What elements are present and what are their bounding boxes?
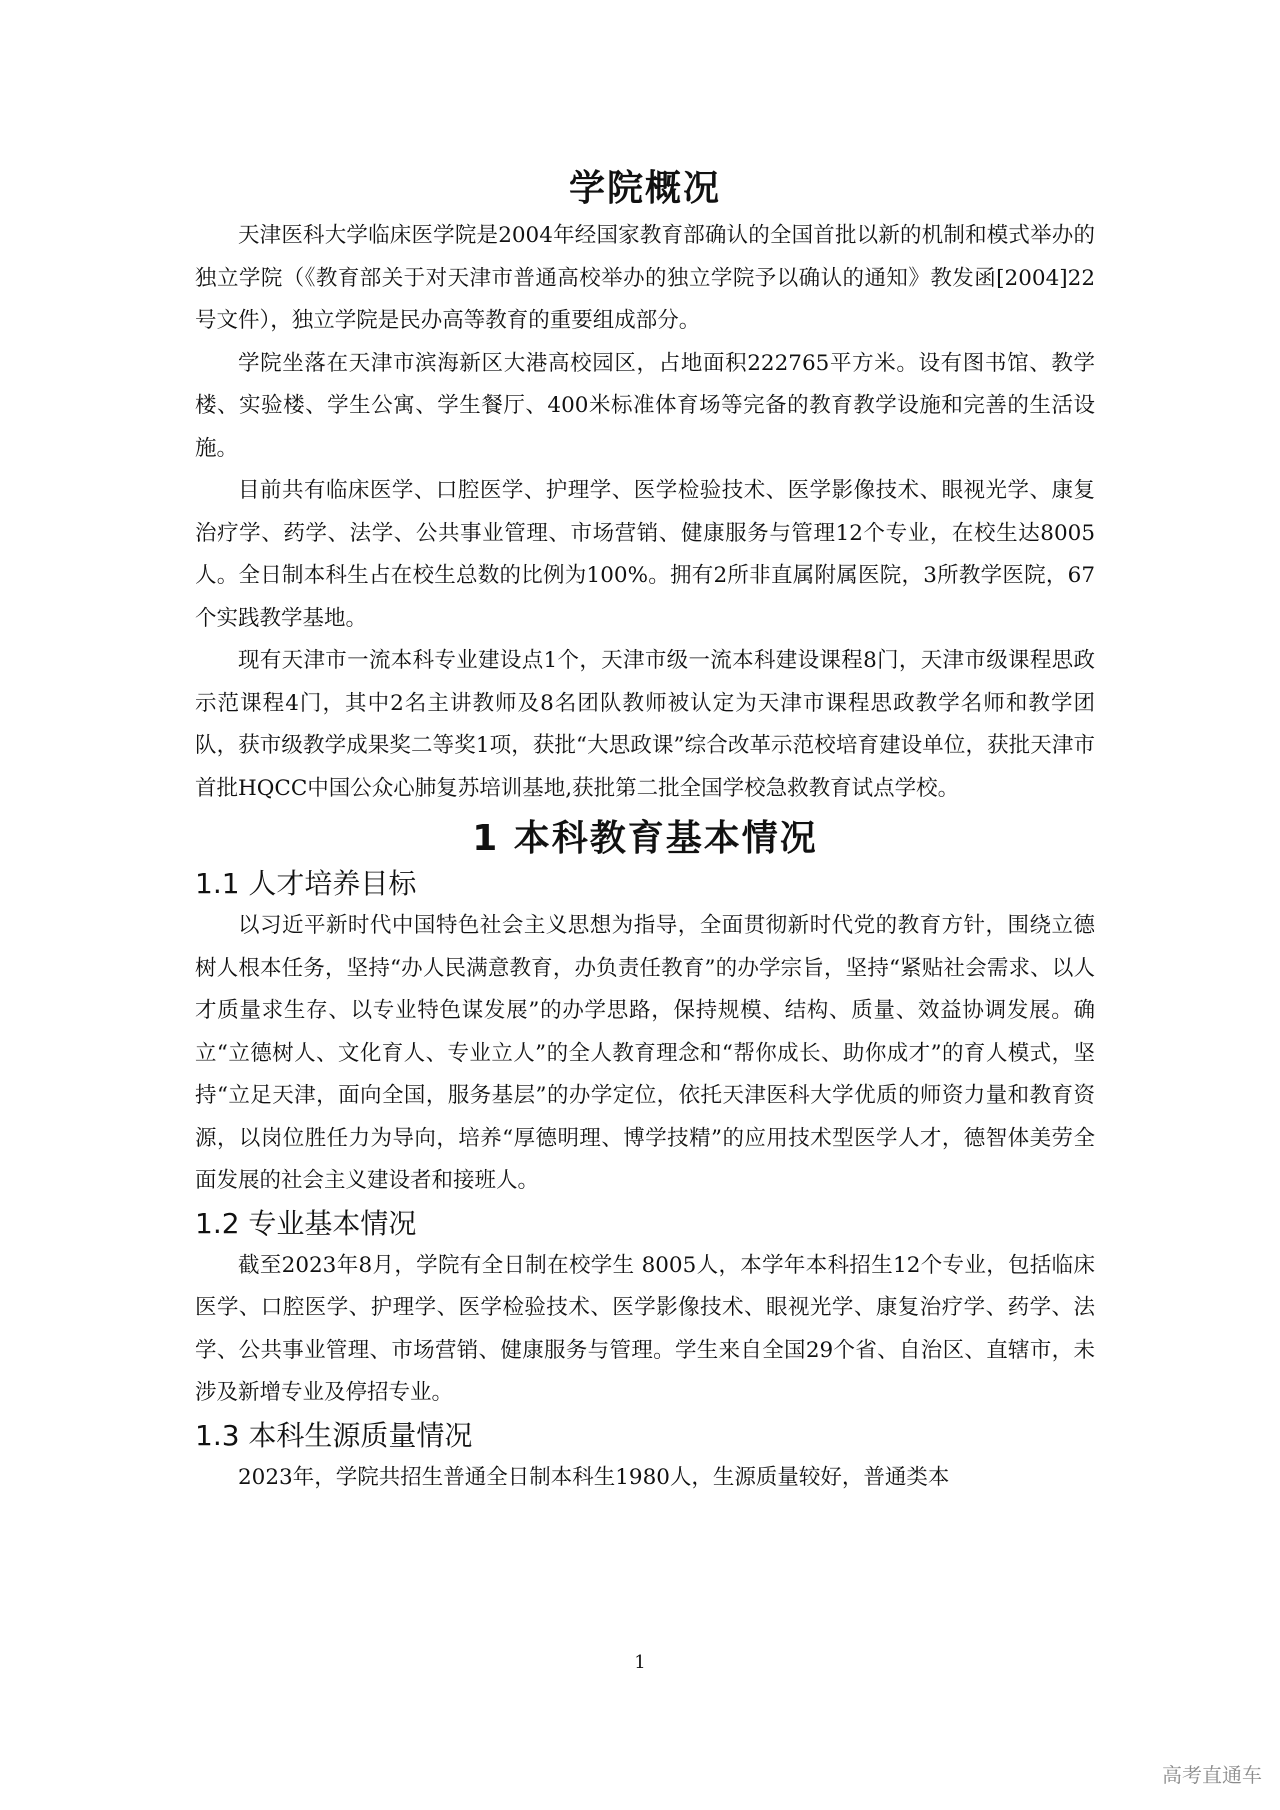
intro-paragraph-3: 目前共有临床医学、口腔医学、护理学、医学检验技术、医学影像技术、眼视光学、康复治疗学、药学、法学、公共事业管理、市场营销、健康服务与管理12个专业，在校生达8005人。全日制本科生占在校生总数的比例为100%。拥有2所非直属附属医院，3所教学医院，67个实践教学基地。: [195, 478, 1095, 631]
section-heading-1-2: 1.2 专业基本情况: [195, 1206, 417, 1240]
section-text-1-2: 截至2023年8月，学院有全日制在校学生 8005人，本学年本科招生12个专业，包括临床医学、口腔医学、护理学、医学检验技术、医学影像技术、眼视光学、康复治疗学、药学、法学、公共事业管理、市场营销、健康服务与管理。学生来自全国29个省、自治区、直辖市，未涉及新增专业及停招专业。: [195, 1252, 1095, 1405]
chapter-heading: 1 本科教育基本情况: [472, 818, 818, 859]
document-page: [195, 150, 1095, 1499]
section-text-1-1: 以习近平新时代中国特色社会主义思想为指导，全面贯彻新时代党的教育方针，围绕立德树人根本任务，坚持“办人民满意教育，办负责任教育”的办学宗旨，坚持“紧贴社会需求、以人才质量求生存、以专业特色谋发展”的办学思路，保持规模、结构、质量、效益协调发展。确立“立德树人、文化育人、专业立人”的全人教育理念和“帮你成长、助你成才”的育人模式，坚持“立足天津，面向全国，服务基层”的办学定位，依托天津医科大学优质的师资力量和教育资源，以岗位胜任力为导向，培养“厚德明理、博学技精”的应用技术型医学人才，德智体美劳全面发展的社会主义建设者和接班人。: [195, 913, 1095, 1193]
page-title: 学院概况: [568, 168, 721, 209]
watermark: 高考直通车: [1162, 1763, 1262, 1787]
page-number: 1: [634, 1652, 646, 1673]
intro-paragraph-2: 学院坐落在天津市滨海新区大港高校园区，占地面积222765平方米。设有图书馆、教学楼、实验楼、学生公寓、学生餐厅、400米标准体育场等完备的教育教学设施和完善的生活设施。: [195, 350, 1095, 461]
section-heading-1-3: 1.3 本科生源质量情况: [195, 1418, 473, 1452]
section-text-1-3: 2023年，学院共招生普通全日制本科生1980人，生源质量较好，普通类本: [238, 1464, 950, 1490]
section-heading-1-1: 1.1 人才培养目标: [195, 867, 417, 900]
intro-paragraph-1: 天津医科大学临床医学院是2004年经国家教育部确认的全国首批以新的机制和模式举办的独立学院（《教育部关于对天津市普通高校举办的独立学院予以确认的通知》教发函[2004]22号文件），独立学院是民办高等教育的重要组成部分。: [195, 223, 1095, 333]
intro-paragraph-4: 现有天津市一流本科专业建设点1个，天津市级一流本科建设课程8门，天津市级课程思政示范课程4门，其中2名主讲教师及8名团队教师被认定为天津市课程思政教学名师和教学团队，获市级教学成果奖二等奖1项，获批“大思政课”综合改革示范校培育建设单位，获批天津市首批HQCC中国公众心肺复苏培训基地,获批第二批全国学校急救教育试点学校。: [195, 648, 1095, 801]
